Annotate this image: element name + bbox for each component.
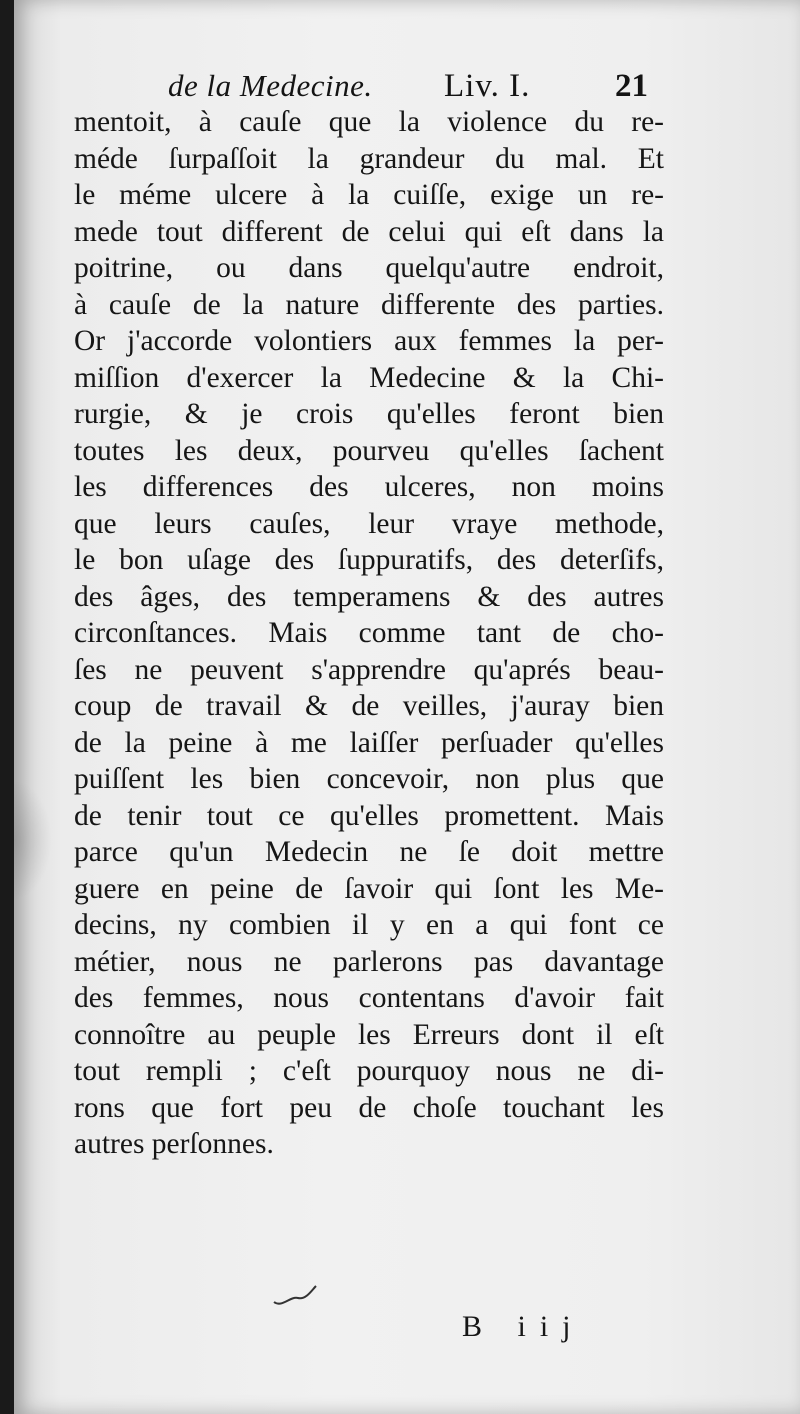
text-line: que leurs cauſes, leur vraye methode,: [74, 507, 664, 540]
text-line: des âges, des temperamens & des autres: [74, 580, 664, 613]
text-line: parce qu'un Medecin ne ſe doit mettre: [74, 836, 664, 868]
text-line: rons que fort peu de choſe touchant les: [74, 1091, 664, 1124]
text-line: de la peine à me laiſſer perſuader qu'elles: [74, 726, 664, 759]
text-line: ſes ne peuvent s'apprendre qu'aprés beau-: [74, 653, 664, 686]
text-line: le bon uſage des ſuppuratifs, des deterſifs,: [74, 544, 664, 576]
book-page: [14, 0, 800, 1414]
text-line: les differences des ulceres, non moins: [74, 471, 664, 503]
body-text: [74, 104, 664, 1163]
text-line: puiſſent les bien concevoir, non plus que: [74, 763, 664, 795]
text-line: rurgie, & je crois qu'elles feront bien: [74, 398, 664, 430]
text-line: tout rempli ; c'eſt pourquoy nous ne di-: [74, 1055, 664, 1087]
paper-stain: [14, 780, 52, 900]
ink-mark-icon: [272, 1282, 318, 1308]
text-line: autres perſonnes.: [74, 1128, 274, 1160]
running-title: de la Medecine.: [168, 68, 373, 103]
text-line: Or j'accorde volontiers aux femmes la per-: [74, 325, 664, 357]
text-line: coup de travail & de veilles, j'auray bien: [74, 690, 664, 722]
text-line: decins, ny combien il y en a qui font ce: [74, 909, 664, 941]
text-line: miſſion d'exercer la Medecine & la Chi-: [74, 361, 664, 394]
text-line: poitrine, ou dans quelqu'autre endroit,: [74, 252, 664, 284]
text-line: métier, nous ne parlerons pas davantage: [74, 945, 664, 978]
book-label: Liv. I.: [444, 68, 531, 104]
text-line: mentoit, à cauſe que la violence du re-: [74, 106, 664, 138]
text-line: connoître au peuple les Erreurs dont il eſt: [74, 1018, 664, 1051]
text-line: des femmes, nous contentans d'avoir fait: [74, 982, 664, 1014]
text-line: toutes les deux, pourveu qu'elles ſachent: [74, 434, 664, 467]
text-line: à cauſe de la nature differente des parties.: [74, 288, 664, 321]
text-line: méde ſurpaſſoit la grandeur du mal. Et: [74, 142, 664, 175]
text-line: guere en peine de ſavoir qui ſont les Me-: [74, 872, 664, 905]
page-number: 21: [615, 68, 648, 104]
text-line: le méme ulcere à la cuiſſe, exige un re-: [74, 179, 664, 211]
text-line: mede tout different de celui qui eſt dans la: [74, 215, 664, 248]
signature-mark: B iij: [462, 1310, 585, 1343]
text-line: circonſtances. Mais comme tant de cho-: [74, 617, 664, 649]
text-line: de tenir tout ce qu'elles promettent. Mais: [74, 799, 664, 832]
